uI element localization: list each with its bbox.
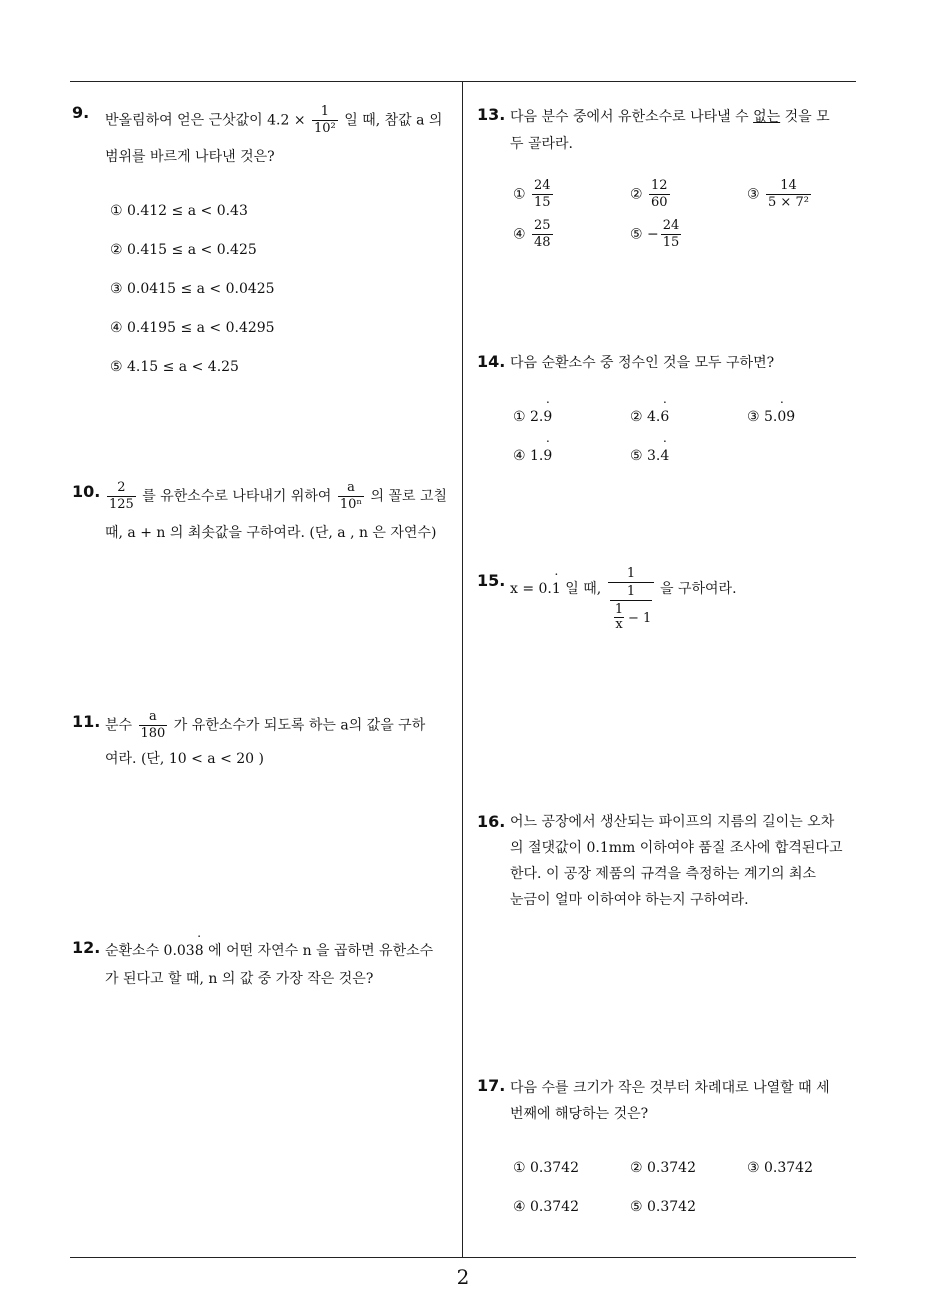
question-text-line2: 범위를 바르게 나타낸 것은? bbox=[105, 149, 275, 165]
choice-5[interactable]: ⑤ 0.3742̇ bbox=[630, 1199, 696, 1215]
choice-1[interactable] bbox=[513, 409, 552, 425]
denominator-numerator: 1 bbox=[608, 582, 654, 600]
choice-4[interactable] bbox=[513, 218, 555, 251]
page-number: 2 bbox=[456, 1265, 470, 1289]
choice-1[interactable]: ① 0.412 ≤ a < 0.43 bbox=[110, 203, 248, 219]
fraction bbox=[649, 178, 670, 211]
text-segment: 분수 bbox=[105, 717, 133, 734]
question-text-line3: 한다. 이 공장 제품의 규격을 측정하는 계기의 최소 bbox=[510, 866, 817, 882]
question-text-end: 을 구하여라. bbox=[660, 581, 737, 597]
text-segment: 를 유한소수로 나타내기 위하여 bbox=[142, 488, 332, 505]
question-number: 15. bbox=[477, 571, 506, 590]
choice-3[interactable]: ③ 0.3̇742̇ bbox=[747, 1160, 813, 1176]
numerator: 12 bbox=[651, 178, 668, 193]
text-segment: 일 때, 참값 a 의 bbox=[344, 112, 443, 129]
question-text: 다음 순환소수 중 정수인 것을 모두 구하면? bbox=[510, 355, 775, 371]
text-segment: x = 0. bbox=[510, 581, 552, 597]
numerator: a bbox=[347, 480, 355, 495]
repeating-digit: ˙ 9 bbox=[543, 409, 552, 425]
choice-4[interactable]: ④ 0.4195 ≤ a < 0.4295 bbox=[110, 320, 275, 336]
choice-mark: ④ bbox=[513, 448, 526, 464]
choice-4[interactable]: ④ 0.37̇42̇ bbox=[513, 1199, 579, 1215]
text-segment: 4. bbox=[647, 409, 661, 425]
question-text-line2: 두 골라라. bbox=[510, 136, 573, 152]
denominator: 180 bbox=[140, 726, 166, 741]
text-segment: 가 유한소수가 되도록 하는 a의 값을 구하 bbox=[173, 717, 426, 734]
fraction bbox=[532, 178, 553, 211]
question-text-line1: 어느 공장에서 생산되는 파이프의 지름의 길이는 오차 bbox=[510, 814, 835, 830]
fraction bbox=[766, 178, 811, 211]
question-number: 12. bbox=[72, 938, 101, 957]
text-segment: 순환소수 0.03 bbox=[105, 943, 195, 959]
choice-mark: ⑤ bbox=[630, 448, 643, 464]
question-text-line2: 번째에 해당하는 것은? bbox=[510, 1106, 649, 1122]
text-segment: 2. bbox=[530, 409, 544, 425]
denominator: 15 bbox=[662, 235, 680, 250]
question-text bbox=[510, 578, 601, 598]
numerator: 24 bbox=[534, 178, 551, 193]
denominator: 125 bbox=[109, 497, 134, 512]
question-number: 17. bbox=[477, 1076, 506, 1095]
complex-fraction bbox=[608, 566, 654, 637]
choice-mark: ⑤ bbox=[630, 226, 643, 243]
choice-3[interactable]: ③ 0.0415 ≤ a < 0.0425 bbox=[110, 281, 275, 297]
question-text bbox=[105, 480, 447, 513]
choice-2[interactable] bbox=[630, 409, 669, 425]
text-segment: 일 때, bbox=[565, 581, 602, 597]
bottom-rule bbox=[70, 1257, 856, 1258]
fraction bbox=[312, 104, 338, 137]
question-number: 11. bbox=[72, 712, 101, 731]
denominator: 5 × 7² bbox=[768, 195, 809, 210]
numerator: 24 bbox=[662, 218, 680, 233]
choice-2[interactable] bbox=[630, 178, 672, 211]
column-divider bbox=[462, 81, 463, 1258]
choice-5[interactable]: ⑤ 4.15 ≤ a < 4.25 bbox=[110, 359, 239, 375]
underlined-word: 없는 bbox=[753, 109, 781, 125]
text-segment: 의 꼴로 고칠 bbox=[370, 488, 448, 505]
question-text-line2: 의 절댓값이 0.1mm 이하여야 품질 조사에 합격된다고 bbox=[510, 840, 843, 856]
repeating-digit: ˙ 1 bbox=[552, 581, 561, 597]
text-segment: 에 어떤 자연수 n 을 곱하면 유한소수 bbox=[203, 943, 434, 959]
question-number: 10. bbox=[72, 482, 101, 501]
denominator: 48 bbox=[534, 235, 551, 250]
choice-mark: ① bbox=[513, 409, 526, 425]
choice-5[interactable] bbox=[630, 218, 683, 251]
numerator: 1 bbox=[320, 104, 330, 119]
numerator: 2 bbox=[117, 480, 126, 495]
text-segment: 5. bbox=[764, 409, 778, 425]
choice-4[interactable] bbox=[513, 448, 552, 464]
choice-2[interactable]: ② 0.415 ≤ a < 0.425 bbox=[110, 242, 257, 258]
choice-1[interactable] bbox=[513, 178, 555, 211]
question-number: 16. bbox=[477, 812, 506, 831]
choice-mark: ② bbox=[630, 186, 643, 203]
question-text bbox=[105, 104, 442, 137]
question-text bbox=[105, 709, 425, 742]
question-text bbox=[105, 940, 433, 960]
minus-sign: − bbox=[647, 226, 659, 243]
denominator: x bbox=[615, 617, 623, 632]
question-text-line4: 눈금이 얼마 이하여야 하는지 구하여라. bbox=[510, 892, 749, 908]
repeating-digit: ˙ 4 bbox=[660, 448, 669, 464]
question-text-line2: 여라. (단, 10 < a < 20 ) bbox=[105, 751, 264, 767]
text-segment: 것을 모 bbox=[784, 109, 830, 125]
fraction bbox=[338, 480, 364, 513]
choice-mark: ③ bbox=[747, 409, 760, 425]
repeating-digit: ˙ 6 bbox=[660, 409, 669, 425]
question-text-line1: 다음 수를 크기가 작은 것부터 차례대로 나열할 때 세 bbox=[510, 1080, 830, 1096]
repeating-digit: ˙ 9 bbox=[543, 448, 552, 464]
repeating-digit: ˙ 0 bbox=[777, 409, 786, 425]
fraction bbox=[139, 709, 168, 742]
text-segment: 1. bbox=[530, 448, 544, 464]
numerator: a bbox=[149, 709, 157, 724]
text-segment: − 1 bbox=[628, 611, 652, 626]
fraction bbox=[532, 218, 553, 251]
question-text bbox=[510, 106, 830, 126]
choice-3[interactable] bbox=[747, 178, 813, 211]
inner-fraction bbox=[614, 603, 624, 632]
denominator bbox=[610, 600, 652, 637]
question-number: 13. bbox=[477, 105, 506, 124]
text-segment: 반올림하여 얻은 근삿값이 4.2 × bbox=[105, 112, 306, 129]
numerator: 1 bbox=[614, 602, 624, 617]
choice-2[interactable]: ② 0.374̇2̇ bbox=[630, 1160, 696, 1176]
question-text-line2: 때, a + n 의 최솟값을 구하여라. (단, a , n 은 자연수) bbox=[105, 525, 437, 541]
choice-mark: ① bbox=[513, 186, 526, 203]
question-number: 14. bbox=[477, 352, 506, 371]
denominator: 15 bbox=[534, 195, 551, 210]
fraction bbox=[107, 480, 136, 513]
question-text-line2: 가 된다고 할 때, n 의 값 중 가장 작은 것은? bbox=[105, 971, 374, 987]
denominator: 60 bbox=[651, 195, 668, 210]
choice-3[interactable] bbox=[747, 409, 795, 425]
text-segment: 3. bbox=[647, 448, 661, 464]
choice-1[interactable]: ① 0.3742 bbox=[513, 1160, 579, 1176]
numerator: 25 bbox=[534, 218, 551, 233]
text-segment: 9̇ bbox=[786, 409, 796, 425]
choice-mark: ③ bbox=[747, 186, 760, 203]
denominator: 10² bbox=[314, 121, 336, 136]
choice-mark: ④ bbox=[513, 226, 526, 243]
numerator: 1 bbox=[626, 566, 636, 581]
repeating-digit: ˙ 8 bbox=[195, 943, 204, 959]
top-rule bbox=[70, 81, 856, 82]
fraction bbox=[661, 218, 682, 251]
text-segment: 다음 분수 중에서 유한소수로 나타낼 수 bbox=[510, 109, 749, 125]
question-number: 9. bbox=[72, 103, 90, 122]
denominator: 10ⁿ bbox=[339, 497, 363, 512]
choice-5[interactable] bbox=[630, 448, 669, 464]
choice-mark: ② bbox=[630, 409, 643, 425]
numerator: 14 bbox=[780, 178, 797, 193]
